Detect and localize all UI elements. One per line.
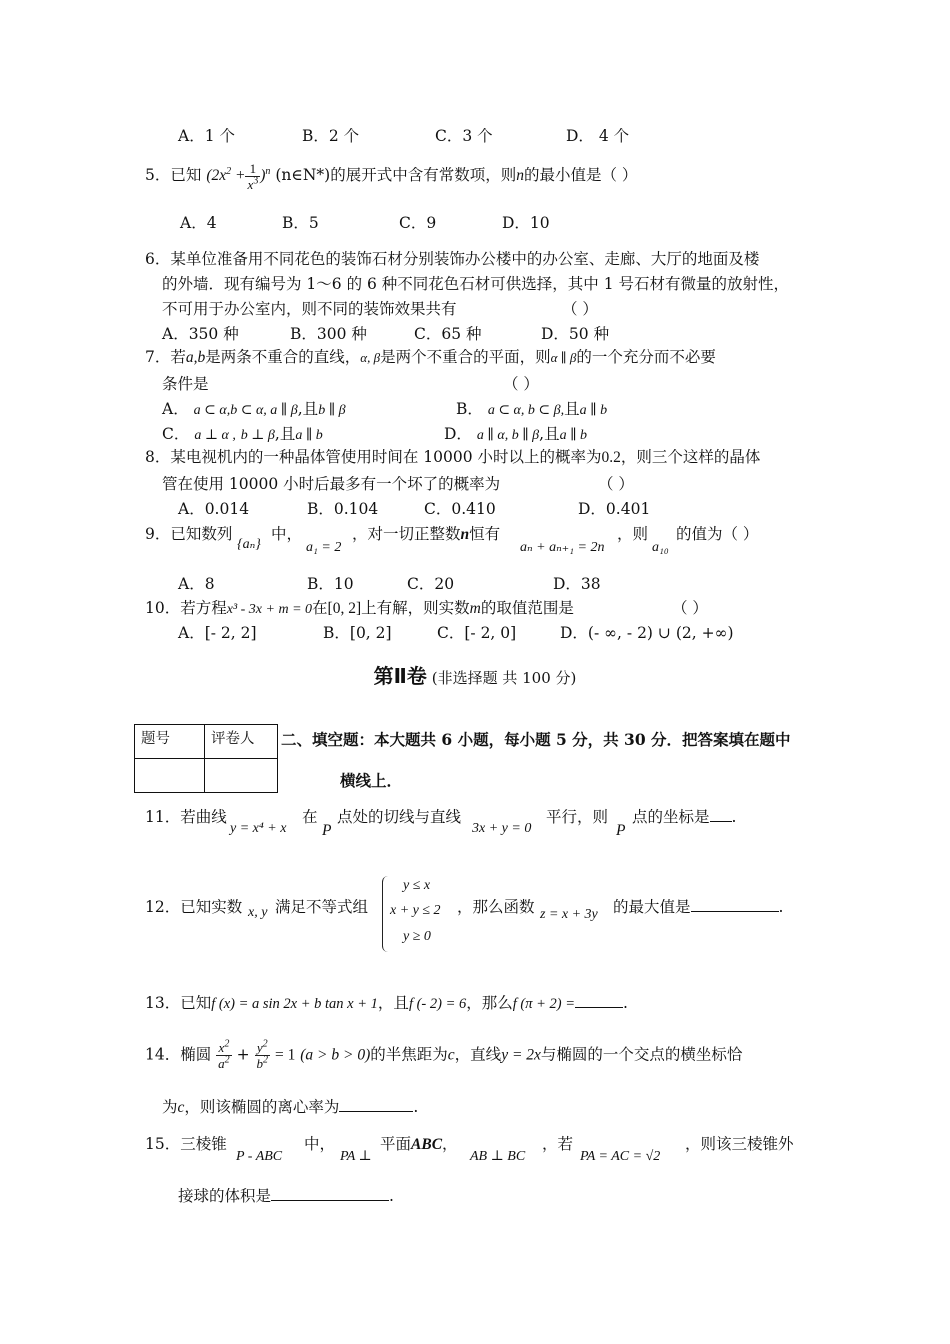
q11-text-c: 点处的切线与直线 (337, 808, 462, 826)
q10-paren: （ ） (672, 599, 708, 617)
q14-stem: 14．椭圆 $\frac{x^2}{a^2}$ + $\frac{y^2}{b^2}$ = 1 (a > b > 0)的半焦距为c，直线y = 2x与椭圆的一个交点的横坐标恰 (145, 1038, 743, 1071)
q6-option-c: C．65 种 (414, 325, 482, 343)
q15-line2: 接球的体积是 . (178, 1187, 394, 1205)
q10-option-a: A．[- 2, 2] (178, 624, 257, 642)
q5-option-d: D．10 (502, 214, 550, 232)
q14-line2: 为c，则该椭圆的离心率为 . (162, 1098, 419, 1116)
q6-line3: 不可用于办公室内，则不同的装饰效果共有 (162, 300, 457, 318)
q6-option-d: D．50 种 (541, 325, 610, 343)
q7-option-d: D． a ∥ α, b ∥ β,且a ∥ b (444, 425, 588, 443)
q12-inequality-system (382, 876, 453, 952)
q4-option-b: B．2 个 (302, 127, 360, 145)
q9-text-b: 中， (271, 525, 303, 543)
q4-option-a: A．1 个 (178, 127, 235, 145)
q15-pa: PA ⊥ (340, 1149, 372, 1164)
q8-paren: （ ） (598, 475, 634, 493)
q6-option-b: B．300 种 (290, 325, 367, 343)
q6-line2: 的外墙．现有编号为 1～6 的 6 种不同花色石材可供选择，其中 1 号石材有微量的放射性， (162, 275, 790, 293)
q15-text-e: ，则该三棱锥外 (685, 1135, 794, 1153)
grade-table-cell-signature[interactable] (205, 759, 278, 793)
q8-option-a: A．0.014 (178, 500, 250, 518)
q9-rec: aₙ + aₙ₊₁ = 2n (520, 540, 605, 555)
q15-text-a: 15．三棱锥 (145, 1135, 227, 1153)
q7-option-c: C． a ⊥ α , b ⊥ β,且a ∥ b (162, 425, 323, 443)
q8-line1: 8．某电视机内的一种晶体管使用时间在 10000 小时以上的概率为0.2，则三个这样的晶体 (145, 448, 761, 466)
q9-option-d: D．38 (553, 575, 601, 593)
q12-text-d: 的最大值是 . (613, 898, 784, 916)
q15-eq: PA = AC = √2 (580, 1149, 661, 1164)
q7-option-b: B． a ⊂ α, b ⊂ β,且a ∥ b (456, 400, 608, 418)
q11-curve: y = x⁴ + x (230, 821, 287, 836)
q7-stem: 7．若a,b是两条不重合的直线，α, β是两个不重合的平面，则α ∥ β的一个充分而不必要 (145, 348, 716, 366)
q11-answer-blank[interactable] (710, 807, 732, 822)
q9-option-b: B．10 (307, 575, 354, 593)
q12-text-c: ，那么函数 (457, 898, 535, 916)
q15-answer-blank[interactable] (271, 1186, 389, 1201)
q6-option-a: A．350 种 (162, 325, 239, 343)
q11-text-b: 在 (302, 808, 318, 826)
q4-option-c: C．3 个 (435, 127, 493, 145)
q10-stem: 10．若方程x³ - 3x + m = 0在[0, 2]上有解，则实数m的取值范围是 (145, 599, 574, 617)
q12-stem-a: 12．已知实数 (145, 898, 243, 916)
grade-table-header-number: 题号 (135, 725, 205, 759)
q12-ineq-2: x + y ≤ 2 (390, 903, 441, 918)
grade-table (134, 724, 278, 793)
q12-ineq-1: y ≤ x (403, 878, 431, 893)
q8-line2: 管在使用 10000 小时后最多有一个坏了的概率为 (162, 475, 501, 493)
section2-heading: 二、填空题：本大题共 6 小题，每小题 5 分，共 30 分．把答案填在题中 (281, 730, 791, 749)
q12-answer-blank[interactable] (691, 897, 779, 912)
q9-seq: {aₙ} (237, 537, 261, 552)
q12-xy: x, y (248, 905, 268, 920)
q12-ineq-3: y ≥ 0 (403, 929, 431, 944)
q5-option-a: A．4 (180, 214, 217, 232)
q4-option-d: D． 4 个 (566, 127, 630, 145)
q14-answer-blank[interactable] (339, 1097, 413, 1112)
q10-option-d: D．(- ∞, - 2) ∪ (2, +∞) (560, 624, 734, 642)
q15-pyramid: P - ABC (236, 1149, 283, 1164)
q15-perp: AB ⊥ BC (470, 1149, 526, 1164)
q9-option-c: C．20 (407, 575, 455, 593)
q8-option-b: B．0.104 (307, 500, 379, 518)
q9-text-d: ，则 (617, 525, 649, 543)
q5-stem: 5．已知 ($2x^2$ + $\frac{1}{x^3}$ )$^n$ (n∈N*)的展开式中含有常数项，则n的最小值是（ ） (145, 161, 638, 192)
q10-option-b: B．[0, 2] (323, 624, 392, 642)
q6-paren: （ ） (562, 300, 598, 318)
q10-option-c: C．[- 2, 0] (437, 624, 517, 642)
q9-a10: a₁₀ (652, 540, 669, 555)
q15-text-b: 中， (304, 1135, 336, 1153)
q14-frac-y: $\frac{y^2}{b^2}$ (256, 1038, 269, 1071)
q11-p: P (322, 822, 332, 839)
q13-answer-blank[interactable] (575, 993, 623, 1008)
q9-text-c: ，对一切正整数n恒有 (352, 525, 501, 543)
q13-stem: 13．已知f (x) = a sin 2x + b tan x + 1，且f (- 2) = 6，那么f (π + 2) = . (145, 994, 628, 1012)
q9-option-a: A．8 (178, 575, 215, 593)
q9-text-e: 的值为（ ） (676, 525, 759, 543)
q5-option-b: B．5 (282, 214, 319, 232)
q11-p2: P (616, 822, 626, 839)
q12-text-b: 满足不等式组 (275, 898, 369, 916)
q11-line: 3x + y = 0 (472, 821, 532, 836)
q7-paren: （ ） (503, 375, 539, 393)
q11-text-e: 点的坐标是 . (632, 808, 737, 826)
q5-binomial: ($2x^2$ + $\frac{1}{x^3}$ )$^n$ (206, 161, 271, 192)
q7-line2: 条件是 (162, 375, 209, 393)
q5-option-c: C．9 (399, 214, 437, 232)
section2-heading-cont: 横线上． (340, 771, 403, 790)
q15-text-c: 平面ABC， (380, 1135, 458, 1153)
q9-text-a: 9．已知数列 (145, 525, 233, 543)
q7-option-a: A． a ⊂ α,b ⊂ α, a ∥ β,且b ∥ β (162, 400, 346, 418)
q6-line1: 6．某单位准备用不同花色的装饰石材分别装饰办公楼中的办公室、走廊、大厅的地面及楼 (145, 250, 760, 268)
q15-text-d: ，若 (542, 1135, 574, 1153)
q9-a1: a₁ = 2 (306, 540, 342, 555)
q14-frac-x: $\frac{x^2}{a^2}$ (218, 1038, 230, 1071)
q11-text-d: 平行，则 (546, 808, 609, 826)
part2-title: 第Ⅱ卷 (非选择题 共 100 分) (373, 664, 577, 688)
q8-option-d: D．0.401 (578, 500, 651, 518)
q12-z: z = x + 3y (540, 907, 598, 922)
q8-option-c: C．0.410 (424, 500, 496, 518)
grade-table-header-grader: 评卷人 (205, 725, 278, 759)
grade-table-cell-score[interactable] (135, 759, 205, 793)
q11-stem-a: 11．若曲线 (145, 808, 227, 826)
